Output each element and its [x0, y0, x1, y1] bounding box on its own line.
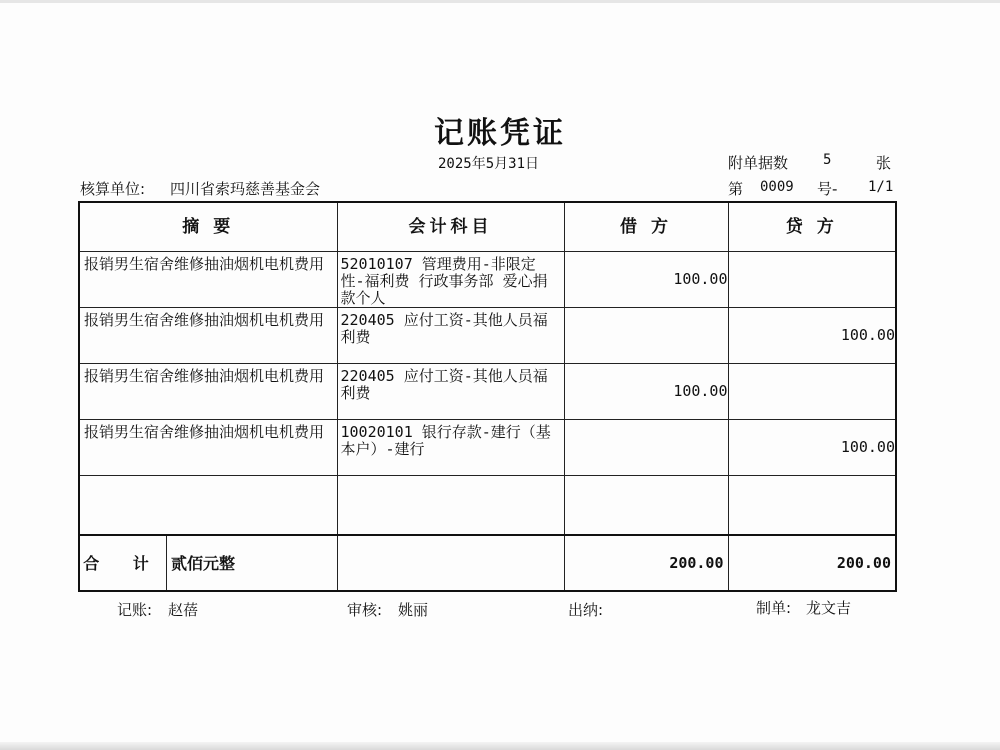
total-debit: 200.00 [564, 535, 728, 591]
accounting-unit-name: 四川省索玛慈善基金会 [170, 180, 321, 198]
total-spacer [337, 535, 564, 591]
reviewer-label: 审核: [347, 601, 383, 619]
empty-cell [79, 476, 337, 536]
row-summary [79, 308, 337, 364]
reviewer-name: 姚丽 [398, 601, 429, 619]
total-label-cell [79, 535, 337, 591]
bookkeeper-name: 赵蓓 [168, 601, 199, 619]
total-amount-words: 贰佰元整 [171, 553, 236, 573]
row-account-text: 10020101 银行存款-建行（基本户）-建行 [340, 423, 551, 458]
row-summary [79, 252, 337, 308]
row-debit [564, 420, 728, 476]
row-account-text: 52010107 管理费用-非限定性-福利费 行政事务部 爱心捐款个人 [340, 255, 548, 307]
row-credit [728, 252, 896, 308]
table-header-row [79, 202, 896, 252]
attachment-count: 5 [823, 152, 832, 168]
header-summary: 摘 要 [79, 202, 337, 252]
row-summary [79, 420, 337, 476]
preparer-label: 制单: [756, 599, 792, 617]
header-debit: 借 方 [564, 202, 728, 252]
voucher-no-prefix: 第 [728, 180, 744, 198]
empty-cell [337, 476, 564, 536]
row-account-text: 220405 应付工资-其他人员福利费 [340, 367, 548, 402]
row-debit: 100.00 [564, 364, 728, 420]
voucher-no-value: 0009 [760, 179, 794, 195]
voucher-table [78, 201, 897, 592]
table-row [79, 308, 896, 364]
row-account-text: 220405 应付工资-其他人员福利费 [340, 311, 548, 346]
bookkeeper-label: 记账: [117, 601, 153, 619]
preparer-name: 龙文吉 [806, 599, 852, 617]
table-row [79, 252, 896, 308]
table-row [79, 420, 896, 476]
empty-cell [564, 476, 728, 536]
total-row [79, 535, 896, 591]
attachment-unit: 张 [876, 154, 892, 172]
row-summary [79, 364, 337, 420]
row-debit [564, 308, 728, 364]
empty-cell [728, 476, 896, 536]
row-account [337, 364, 564, 420]
total-credit: 200.00 [728, 535, 896, 591]
voucher-title: 记账凭证 [434, 116, 566, 151]
row-credit: 100.00 [728, 420, 896, 476]
row-debit: 100.00 [564, 252, 728, 308]
header-account: 会计科目 [337, 202, 564, 252]
voucher-date: 2025年5月31日 [438, 156, 540, 172]
scan-top-edge [0, 0, 1000, 3]
row-summary-text: 报销男生宿舍维修抽油烟机电机费用 [84, 367, 325, 385]
row-account [337, 420, 564, 476]
scan-bottom-edge [0, 742, 1000, 750]
row-account [337, 252, 564, 308]
voucher-no-suffix: 号- [817, 180, 838, 198]
accounting-unit-label: 核算单位: [80, 180, 146, 198]
attachment-label: 附单据数 [728, 154, 789, 172]
total-label: 合 计 [80, 536, 167, 590]
row-credit [728, 364, 896, 420]
row-summary-text: 报销男生宿舍维修抽油烟机电机费用 [84, 255, 325, 273]
table-row [79, 364, 896, 420]
row-credit: 100.00 [728, 308, 896, 364]
row-summary-text: 报销男生宿舍维修抽油烟机电机费用 [84, 423, 325, 441]
table-row-empty [79, 476, 896, 536]
voucher-page: 1/1 [868, 179, 894, 195]
header-credit: 贷 方 [728, 202, 896, 252]
row-account [337, 308, 564, 364]
cashier-label: 出纳: [568, 601, 604, 619]
row-summary-text: 报销男生宿舍维修抽油烟机电机费用 [84, 311, 325, 329]
